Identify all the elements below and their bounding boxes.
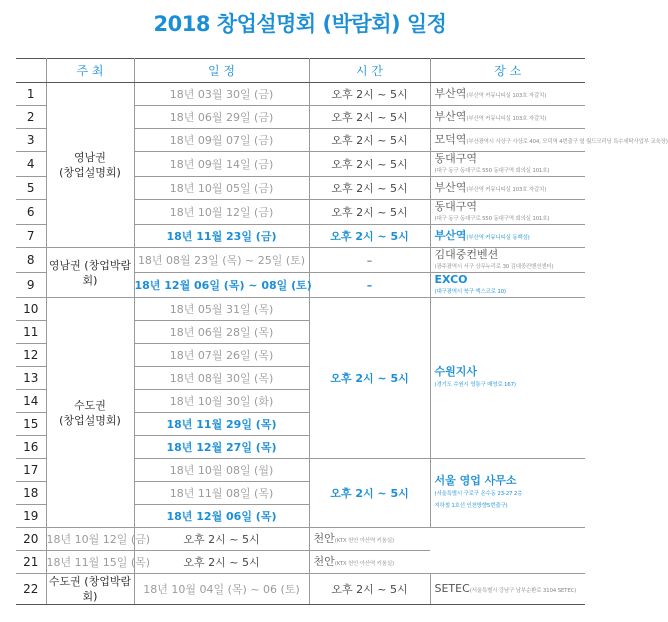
row-date: 18년 10월 12일 (금): [134, 200, 309, 225]
place-address: (대구 동구 동대구로 550 동대구역 회의실 101호): [434, 216, 550, 222]
row-number: 16: [16, 436, 46, 459]
place-address: (부산역 커뮤니티실 103호 자갈치): [466, 93, 547, 99]
host-type: (창업설명회): [59, 166, 121, 179]
host-yeongnam-briefing: [46, 83, 134, 248]
row-time: 오후 2시 ~ 5시: [309, 152, 430, 177]
row-date: 18년 08월 30일 (목): [134, 367, 309, 390]
row-place: [430, 83, 585, 106]
row-place: [430, 152, 585, 177]
table-header-row: [16, 59, 585, 83]
host-sudo-briefing: [46, 298, 134, 528]
row-place: [430, 106, 585, 129]
host-sudo-fair: 수도권 (창업박람회): [46, 574, 134, 605]
row-date: 18년 10월 05일 (금): [134, 177, 309, 200]
host-region: 수도권: [74, 398, 106, 412]
row-number: 12: [16, 344, 46, 367]
place-name: EXCO: [434, 273, 468, 286]
table-row: [16, 574, 585, 605]
row-date: 18년 06월 29일 (금): [134, 106, 309, 129]
row-time: –: [309, 273, 430, 298]
row-number: 9: [16, 273, 46, 298]
row-time: 오후 2시 ~ 5시: [309, 129, 430, 152]
row-number: 5: [16, 177, 46, 200]
page-title: 2018 창업설명회 (박람회) 일정: [153, 12, 447, 36]
row-date: 18년 11월 08일 (목): [134, 482, 309, 505]
host-yeongnam-fair: 영남권 (창업박람회): [46, 248, 134, 298]
row-place: [430, 200, 585, 225]
row-number: 20: [16, 528, 46, 551]
row-number: 11: [16, 321, 46, 344]
table-row: [16, 298, 585, 321]
row-place: [430, 248, 585, 273]
row-date: 18년 12월 27일 (목): [134, 436, 309, 459]
place-name: 부산역: [434, 110, 467, 123]
host-type: (창업설명회): [59, 413, 121, 427]
row-date: 18년 03월 30일 (금): [134, 83, 309, 106]
row-number: 7: [16, 225, 46, 248]
place-name: 동대구역: [434, 152, 478, 165]
row-time: 오후 2시 ~ 5시: [309, 225, 430, 248]
row-number: 2: [16, 106, 46, 129]
row-date: 18년 11월 23일 (금): [134, 225, 309, 248]
row-place: [430, 273, 585, 298]
place-address: (경기도 수원시 영통구 매영로 167): [434, 381, 516, 388]
row-time: –: [309, 248, 430, 273]
row-time: 오후 2시 ~ 5시: [309, 177, 430, 200]
place-name: SETEC: [434, 582, 470, 595]
place-address: (KTX 천안 아산역 키움실): [334, 561, 394, 567]
header-host: 주 최: [46, 59, 134, 83]
place-name: 수원지사: [434, 364, 478, 378]
row-number: 8: [16, 248, 46, 273]
header-time: 시 간: [309, 59, 430, 83]
place-address: (대구광역시 북구 엑스코로 10): [434, 289, 506, 295]
row-number: 15: [16, 413, 46, 436]
row-date: 18년 06월 28일 (목): [134, 321, 309, 344]
place-name: 부산역: [434, 181, 467, 194]
header-date: 일 정: [134, 59, 309, 83]
host-region: 영남권: [74, 151, 106, 164]
row-number: 3: [16, 129, 46, 152]
row-number: 13: [16, 367, 46, 390]
row-number: 4: [16, 152, 46, 177]
row-place: [430, 129, 668, 152]
place-address: (광주광역시 서구 상무누리로 30 김대중컨벤션센터): [434, 264, 554, 270]
row-date: 18년 10월 30일 (화): [134, 390, 309, 413]
row-place: [309, 551, 430, 574]
table-row: [16, 83, 585, 106]
row-date: 18년 05월 31일 (목): [134, 298, 309, 321]
row-place: [430, 225, 585, 248]
row-time: 오후 2시 ~ 5시: [309, 200, 430, 225]
table-row: [16, 551, 585, 574]
row-date: 18년 08월 23일 (목) ~ 25일 (토): [134, 248, 309, 273]
place-name: 동대구역: [434, 200, 478, 213]
suwon-time: 오후 2시 ~ 5시: [309, 298, 430, 459]
row-time: 오후 2시 ~ 5시: [134, 528, 309, 551]
place-address: (부산광역시 사상구 사상로 404, 모덕역 4번출구 옆 월드크리닝 특수세탁사업부 교육장): [466, 139, 668, 145]
place-address-line1: (서울특별시 구로구 온수동 23-27 2층: [434, 490, 523, 497]
place-name: 부산역: [434, 229, 467, 242]
place-name: 김대중컨벤션: [434, 248, 499, 261]
place-address: (대구 동구 동대구로 550 동대구역 회의실 101호): [434, 168, 550, 174]
row-date: 18년 10월 04일 (목) ~ 06 (토): [134, 574, 309, 605]
place-address: (서울특별시 강남구 남부순환로 3104 SETEC): [469, 588, 577, 594]
row-number: 10: [16, 298, 46, 321]
row-date: 18년 07월 26일 (목): [134, 344, 309, 367]
row-date: 18년 09월 14일 (금): [134, 152, 309, 177]
place-address: (부산역 커뮤니티실 103호 자갈치): [466, 187, 547, 193]
row-place: [430, 177, 585, 200]
place-address-line2: 지하철 1호선 인천방향5번출구): [434, 502, 508, 509]
seoul-place: [430, 459, 585, 528]
table-row: [16, 248, 585, 273]
place-name: 천안: [313, 532, 335, 545]
row-number: 14: [16, 390, 46, 413]
row-date: 18년 09월 07일 (금): [134, 129, 309, 152]
row-date: 18년 12월 06일 (목) ~ 08일 (토): [134, 273, 309, 298]
place-address: (부산역 커뮤니티실 동백섬): [466, 235, 530, 241]
row-date: 18년 11월 29일 (목): [134, 413, 309, 436]
row-date: 18년 12월 06일 (목): [134, 505, 309, 528]
row-place: [430, 574, 585, 605]
seoul-time: 오후 2시 ~ 5시: [309, 459, 430, 528]
row-time: 오후 2시 ~ 5시: [309, 106, 430, 129]
place-name: 서울 영업 사무소: [434, 473, 517, 487]
row-time: 오후 2시 ~ 5시: [309, 83, 430, 106]
place-name: 모덕역: [434, 133, 467, 146]
header-place: 장 소: [430, 59, 585, 83]
row-date: 18년 11월 15일 (목): [46, 551, 134, 574]
place-name: 천안: [313, 555, 335, 568]
row-number: 6: [16, 200, 46, 225]
row-number: 21: [16, 551, 46, 574]
row-number: 22: [16, 574, 46, 605]
row-time: 오후 2시 ~ 5시: [134, 551, 309, 574]
table-row: [16, 528, 585, 551]
row-number: 18: [16, 482, 46, 505]
header-number: [16, 59, 46, 83]
place-address: (KTX 천안 아산역 키움실): [334, 538, 394, 544]
suwon-place: [430, 298, 585, 459]
row-time: 오후 2시 ~ 5시: [309, 574, 430, 605]
schedule-table: [16, 58, 668, 605]
row-number: 1: [16, 83, 46, 106]
row-place: [309, 528, 430, 551]
place-name: 부산역: [434, 87, 467, 100]
row-number: 19: [16, 505, 46, 528]
row-date: 18년 10월 08일 (월): [134, 459, 309, 482]
place-address: (부산역 커뮤니티실 103호 자갈치): [466, 116, 547, 122]
row-number: 17: [16, 459, 46, 482]
row-date: 18년 10월 12일 (금): [46, 528, 134, 551]
